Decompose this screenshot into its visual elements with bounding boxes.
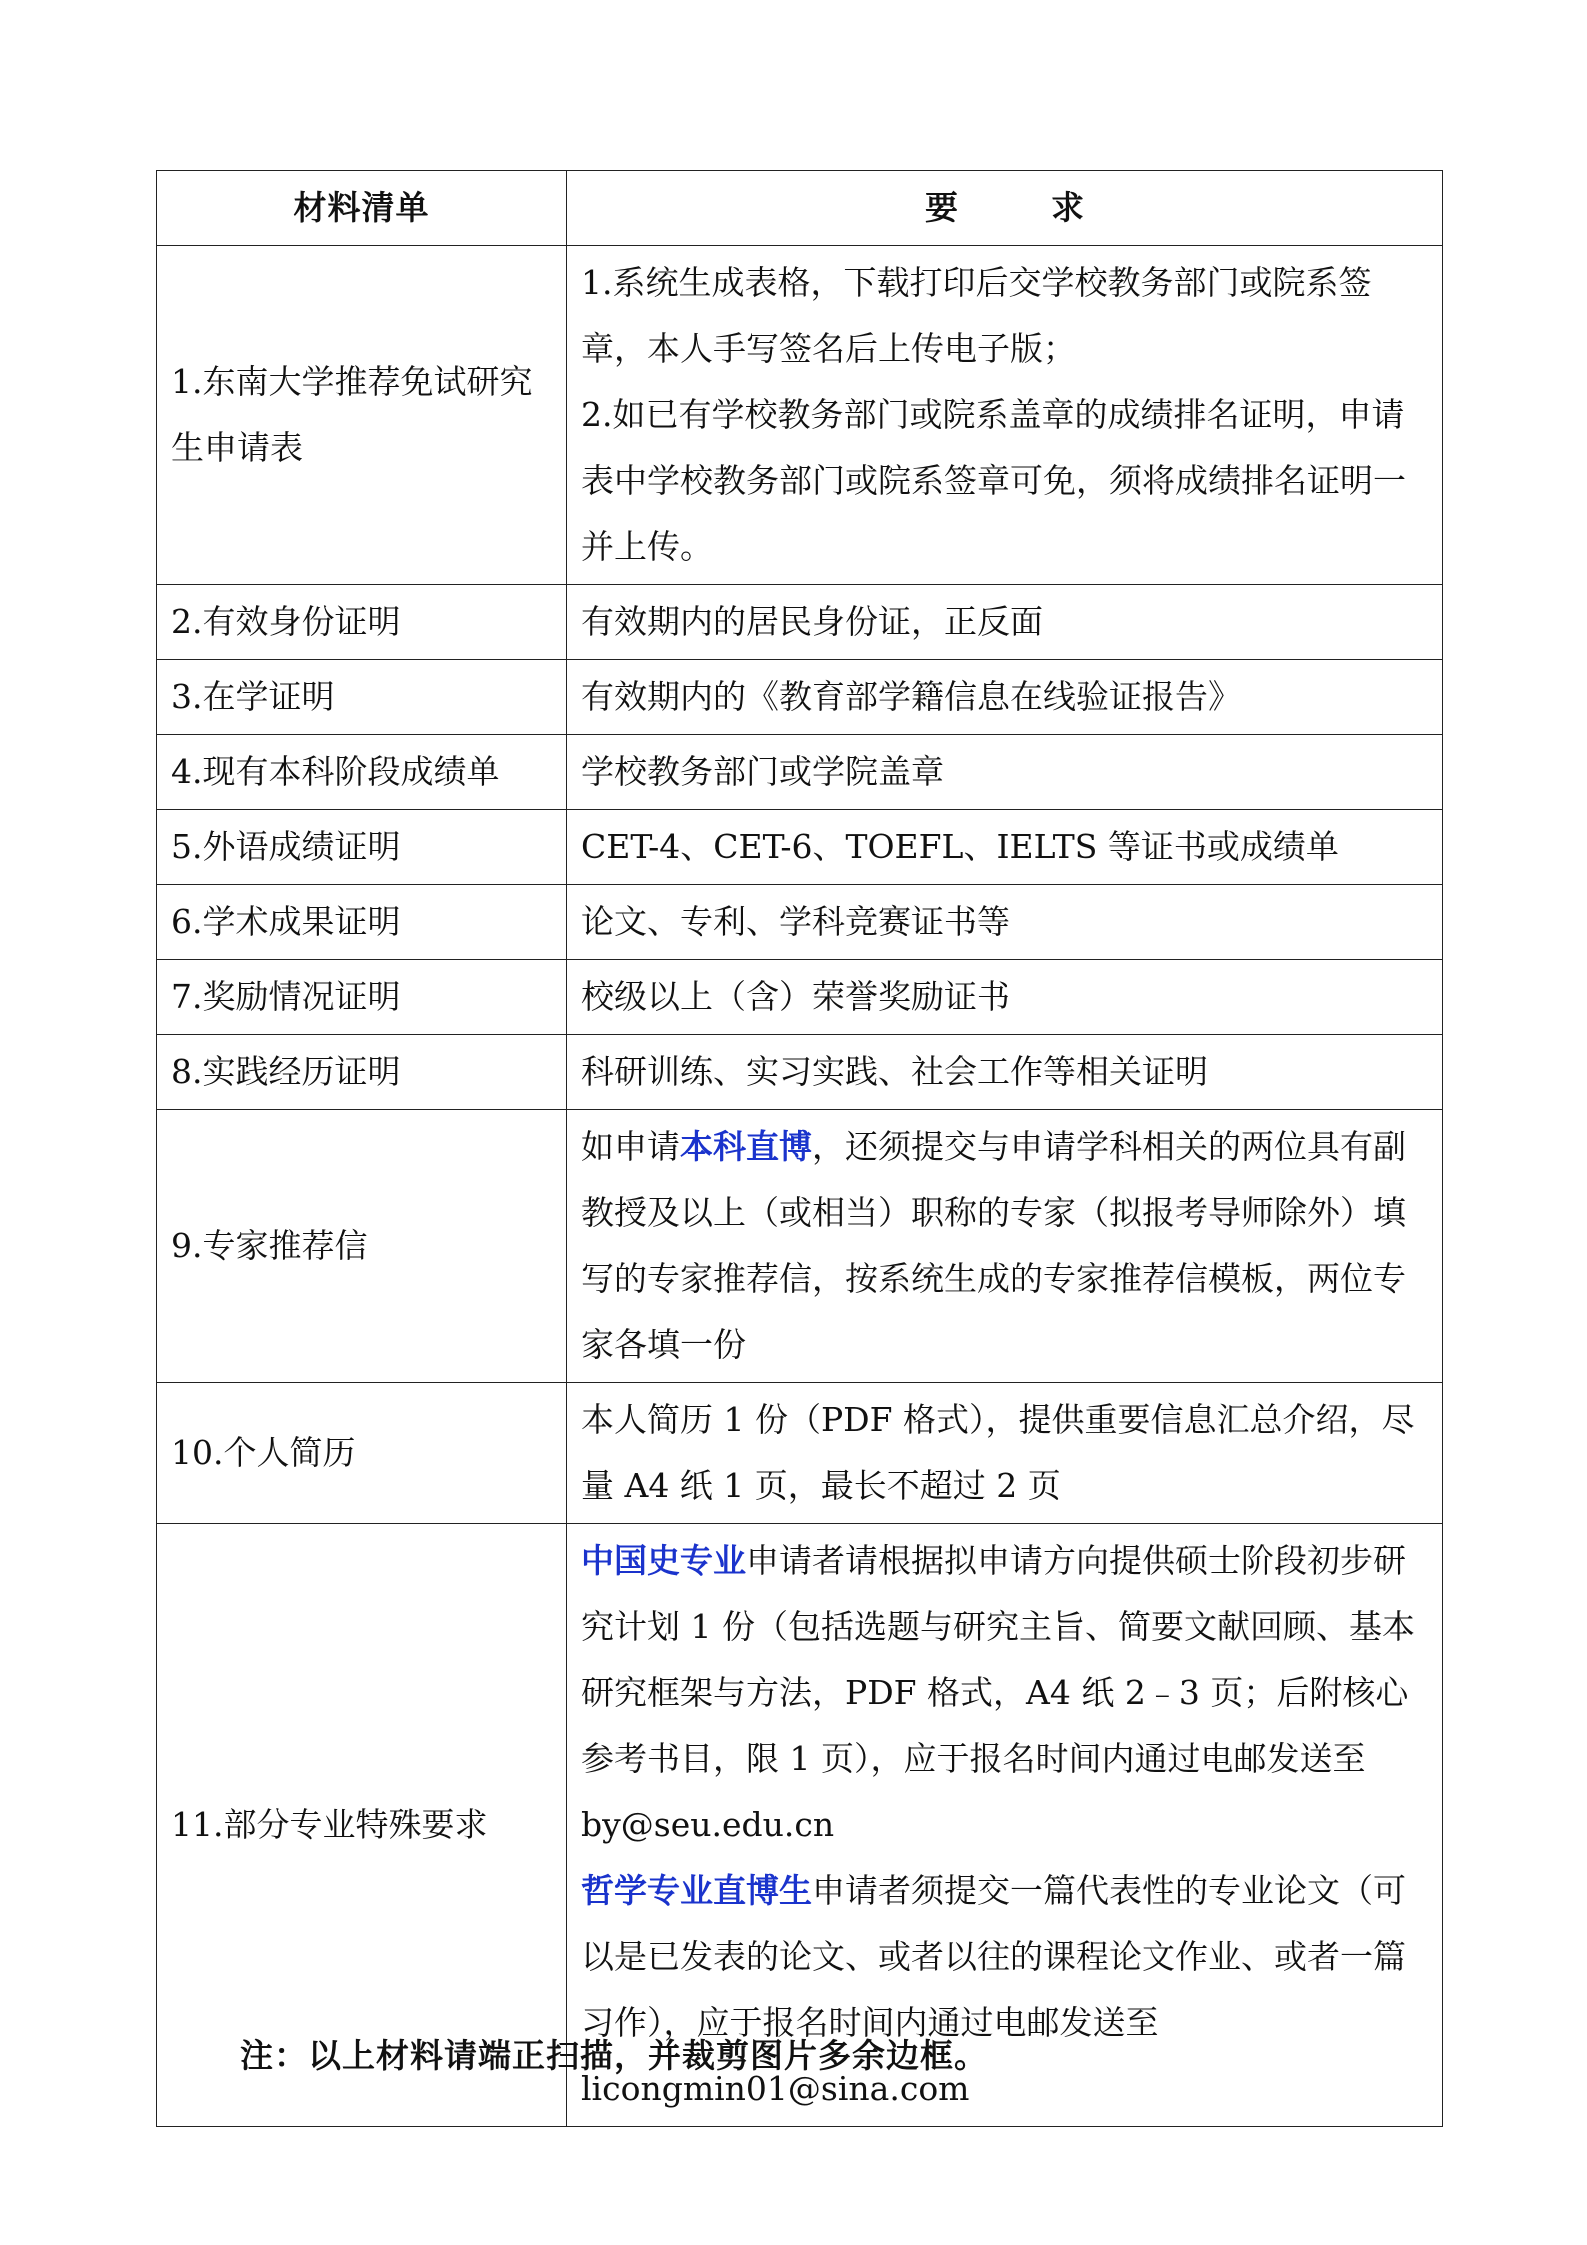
table-row (157, 1383, 1443, 1524)
material-cell: 6.学术成果证明 (157, 885, 567, 960)
table-row (157, 1035, 1443, 1110)
table-header-row (157, 171, 1443, 246)
table-row (157, 246, 1443, 585)
requirement-cell: 有效期内的居民身份证，正反面 (567, 585, 1443, 660)
material-cell: 3.在学证明 (157, 660, 567, 735)
table-row (157, 1110, 1443, 1383)
requirement-cell: 校级以上（含）荣誉奖励证书 (567, 960, 1443, 1035)
materials-table (156, 170, 1443, 2127)
requirement-paragraph (581, 1858, 1430, 2122)
table-row (157, 885, 1443, 960)
material-cell: 11.部分专业特殊要求 (157, 1524, 567, 2127)
highlight-direct-phd: 本科直博 (680, 1127, 812, 1166)
requirement-cell: CET-4、CET-6、TOEFL、IELTS 等证书或成绩单 (567, 810, 1443, 885)
requirement-text: 申请者须提交一篇代表性的专业论文（可以是已发表的论文、或者以往的课程论文作业、或者一篇习作），应于报名时间内通过电邮发送至 licongmin01@sina.com (581, 1871, 1406, 2108)
material-cell: 10.个人简历 (157, 1383, 567, 1524)
requirement-line: 1.系统生成表格，下载打印后交学校教务部门或院系签章，本人手写签名后上传电子版； (581, 263, 1372, 368)
header-material: 材料清单 (157, 171, 567, 246)
material-cell: 5.外语成绩证明 (157, 810, 567, 885)
requirement-cell: 学校教务部门或学院盖章 (567, 735, 1443, 810)
material-cell: 1.东南大学推荐免试研究生申请表 (157, 246, 567, 585)
footnote: 注：以上材料请端正扫描，并裁剪图片多余边框。 (240, 2036, 988, 2075)
table-row (157, 585, 1443, 660)
material-cell: 2.有效身份证明 (157, 585, 567, 660)
requirement-cell (567, 1110, 1443, 1383)
highlight-chinese-history: 中国史专业 (581, 1541, 746, 1580)
table-row (157, 660, 1443, 735)
requirement-cell: 有效期内的《教育部学籍信息在线验证报告》 (567, 660, 1443, 735)
material-cell: 9.专家推荐信 (157, 1110, 567, 1383)
highlight-philosophy: 哲学专业直博生 (581, 1871, 812, 1910)
material-cell: 4.现有本科阶段成绩单 (157, 735, 567, 810)
materials-table-container (156, 170, 1442, 2127)
requirement-cell (567, 246, 1443, 585)
requirement-paragraph (581, 1528, 1430, 1858)
material-cell: 8.实践经历证明 (157, 1035, 567, 1110)
table-row (157, 735, 1443, 810)
table-row (157, 810, 1443, 885)
requirement-line: 2.如已有学校教务部门或院系盖章的成绩排名证明，申请表中学校教务部门或院系签章可免，须将成绩排名证明一并上传。 (581, 395, 1406, 566)
table-row (157, 960, 1443, 1035)
requirement-text: 如申请 (581, 1127, 680, 1166)
header-requirement: 要 求 (567, 171, 1443, 246)
requirement-cell: 论文、专利、学科竞赛证书等 (567, 885, 1443, 960)
requirement-text: ，还须提交与申请学科相关的两位具有副教授及以上（或相当）职称的专家（拟报考导师除外）填写的专家推荐信，按系统生成的专家推荐信模板，两位专家各填一份 (581, 1127, 1406, 1364)
material-cell: 7.奖励情况证明 (157, 960, 567, 1035)
requirement-cell: 本人简历 1 份（PDF 格式），提供重要信息汇总介绍，尽量 A4 纸 1 页，最长不超过 2 页 (567, 1383, 1443, 1524)
requirement-text: 申请者请根据拟申请方向提供硕士阶段初步研究计划 1 份（包括选题与研究主旨、简要文献回顾、基本研究框架与方法，PDF 格式，A4 纸 2﹣3 页；后附核心参考书目，限 1 页），应于报名时间内通过电邮发送至 by@seu.edu.cn (581, 1541, 1415, 1844)
requirement-cell: 科研训练、实习实践、社会工作等相关证明 (567, 1035, 1443, 1110)
